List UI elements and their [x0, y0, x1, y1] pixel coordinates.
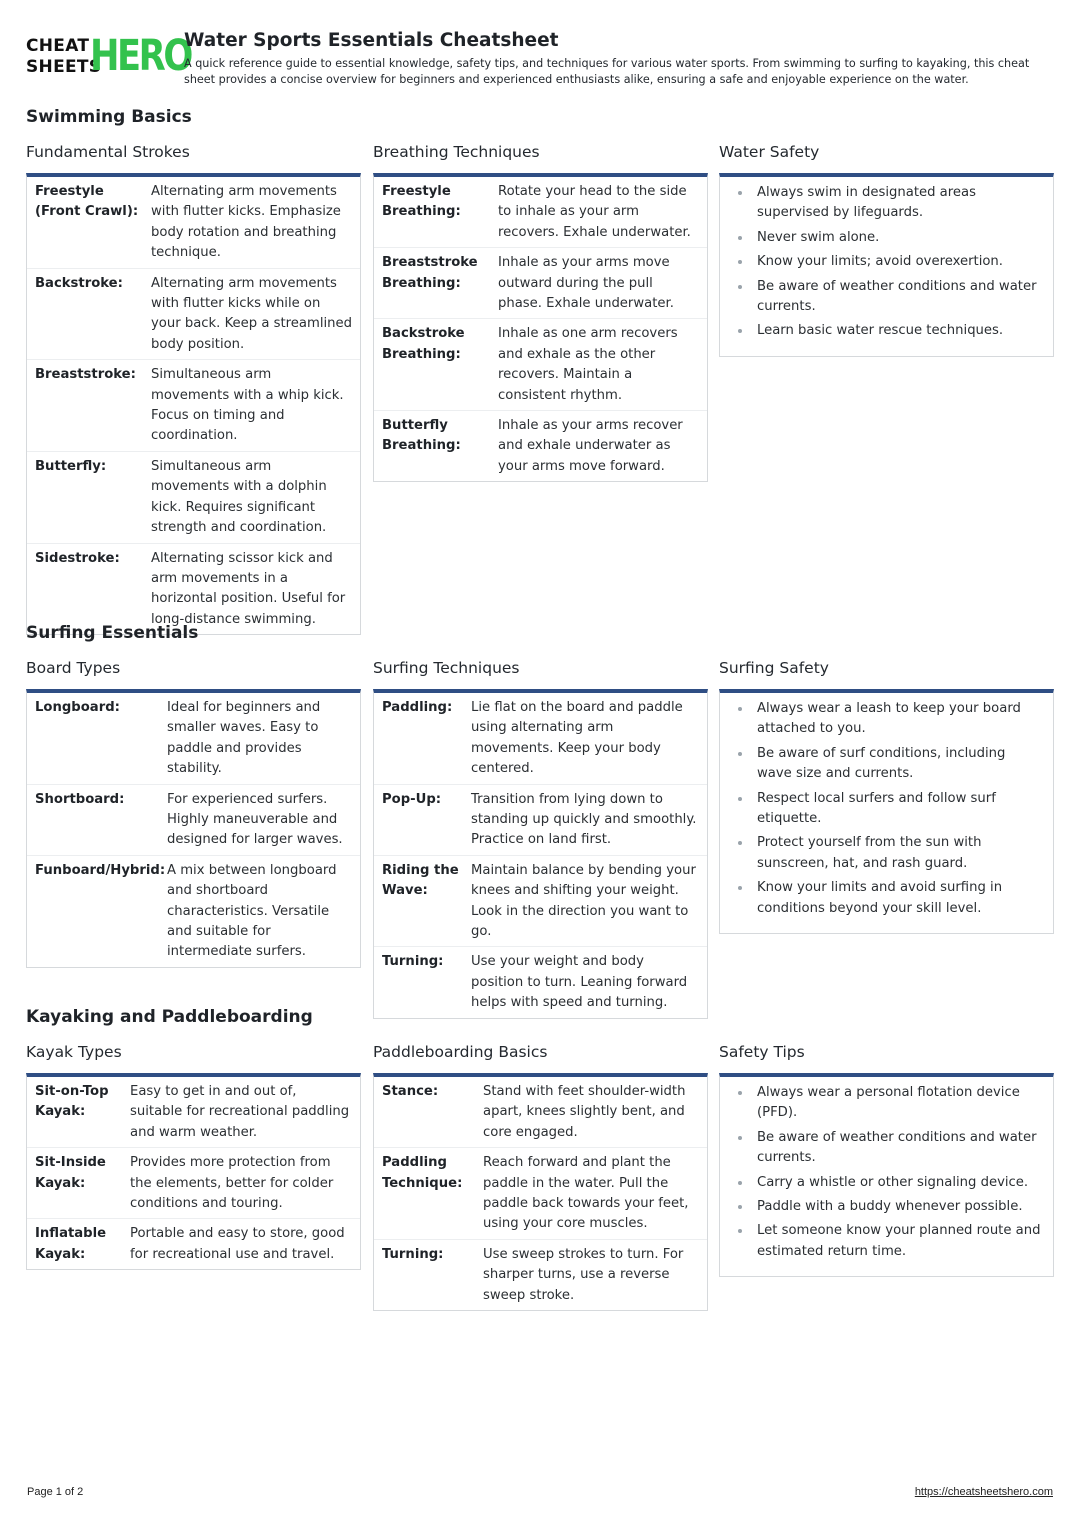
list-card	[719, 689, 1054, 934]
row-value: Rotate your head to the side to inhale as your arm recovers. Exhale underwater.	[498, 184, 691, 240]
row-key: Breaststroke:	[35, 367, 136, 383]
column-surfing-safety	[719, 657, 1054, 934]
list-item: Know your limits; avoid overexertion.	[730, 252, 1043, 272]
table-row	[374, 248, 707, 319]
row-key: Freestyle (Front Crawl):	[35, 184, 139, 220]
logo-sheets-text: SHEETS	[26, 57, 102, 77]
footer-link[interactable]: https://cheatsheetshero.com	[914, 1486, 1053, 1498]
column-title: Kayak Types	[26, 1043, 122, 1061]
title-block	[184, 30, 1054, 88]
row-key: Freestyle Breathing:	[382, 184, 461, 220]
row-value: Easy to get in and out of, suitable for recreational paddling and warm weather.	[130, 1084, 350, 1140]
row-key: Paddling Technique:	[382, 1155, 463, 1191]
table-row	[374, 693, 707, 785]
table-card	[26, 1073, 361, 1270]
row-value: For experienced surfers. Highly maneuverable and designed for larger waves.	[167, 791, 343, 848]
row-key: Pop-Up:	[382, 791, 442, 807]
column-title: Fundamental Strokes	[26, 143, 190, 161]
row-value: Ideal for beginners and smaller waves. Easy to paddle and provides stability.	[167, 700, 321, 777]
section-title-kayaking: Kayaking and Paddleboarding	[26, 1007, 313, 1027]
row-value: A mix between longboard and shortboard characteristics. Versatile and suitable for intermediate surfers.	[167, 862, 337, 960]
column-title: Board Types	[26, 659, 121, 677]
column-paddleboarding-basics	[373, 1041, 708, 1311]
row-value: Use your weight and body position to turn. Leaning forward helps with speed and turning.	[471, 954, 688, 1011]
bullet-list	[720, 1077, 1053, 1276]
row-key: Butterfly Breathing:	[382, 418, 461, 454]
table-row	[27, 856, 360, 967]
row-key: Backstroke Breathing:	[382, 326, 465, 362]
row-value: Use sweep strokes to turn. For sharper turns, use a reverse sweep stroke.	[483, 1246, 684, 1303]
table-row	[374, 319, 707, 411]
list-item: Respect local surfers and follow surf etiquette.	[730, 789, 1043, 830]
row-value: Maintain balance by bending your knees and shifting your weight. Look in the direction you want to go.	[471, 862, 696, 940]
list-item: Be aware of surf conditions, including wave size and currents.	[730, 744, 1043, 785]
logo-cheat-text: CHEAT	[26, 36, 90, 56]
logo-hero-text: HERO	[90, 31, 191, 81]
column-title: Breathing Techniques	[373, 143, 540, 161]
column-title: Surfing Safety	[719, 659, 829, 677]
row-key: Turning:	[382, 1246, 444, 1262]
table-row	[374, 177, 707, 248]
table-row	[27, 269, 360, 361]
bullet-list	[720, 177, 1053, 356]
column-safety-tips	[719, 1041, 1054, 1277]
column-title: Paddleboarding Basics	[373, 1043, 548, 1061]
column-title: Surfing Techniques	[373, 659, 520, 677]
list-item: Always swim in designated areas supervised by lifeguards.	[730, 183, 1043, 224]
column-kayak-types	[26, 1041, 361, 1270]
list-item: Carry a whistle or other signaling device.	[730, 1173, 1043, 1193]
table-row	[27, 1148, 360, 1219]
header	[26, 30, 1056, 90]
row-value: Simultaneous arm movements with a whip kick. Focus on timing and coordination.	[151, 367, 344, 444]
table-row	[27, 177, 360, 269]
row-key: Paddling:	[382, 700, 453, 715]
row-value: Reach forward and plant the paddle in the water. Pull the paddle back towards your feet, using your core muscles.	[483, 1155, 689, 1232]
list-card	[719, 173, 1054, 357]
row-value: Inhale as your arms move outward during the pull phase. Exhale underwater.	[498, 255, 674, 312]
table-row	[374, 1077, 707, 1148]
list-item: Protect yourself from the sun with sunscreen, hat, and rash guard.	[730, 833, 1043, 874]
list-item: Be aware of weather conditions and water currents.	[730, 1128, 1043, 1169]
table-row	[27, 1077, 360, 1148]
row-key: Backstroke:	[35, 275, 123, 291]
table-row	[27, 452, 360, 544]
section-title-surfing: Surfing Essentials	[26, 623, 199, 643]
table-row	[27, 544, 360, 635]
list-item: Learn basic water rescue techniques.	[730, 321, 1043, 341]
table-row	[374, 785, 707, 856]
column-title: Safety Tips	[719, 1043, 805, 1061]
row-value: Transition from lying down to standing up quickly and smoothly. Practice on land first.	[471, 791, 697, 848]
list-item: Paddle with a buddy whenever possible.	[730, 1197, 1043, 1217]
table-row	[374, 1148, 707, 1240]
row-value: Stand with feet shoulder-width apart, knees slightly bent, and core engaged.	[483, 1084, 686, 1140]
row-value: Inhale as one arm recovers and exhale as the other recovers. Maintain a consistent rhythm.	[498, 326, 678, 403]
row-key: Sidestroke:	[35, 550, 120, 566]
row-key: Inflatable Kayak:	[35, 1226, 107, 1262]
row-value: Simultaneous arm movements with a dolphin kick. Requires significant strength and coordination.	[151, 458, 327, 536]
list-item: Never swim alone.	[730, 228, 1043, 248]
row-key: Butterfly:	[35, 458, 107, 474]
row-value: Inhale as your arms recover and exhale underwater as your arms move forward.	[498, 418, 683, 474]
row-value: Alternating arm movements with flutter kicks. Emphasize body rotation and breathing technique.	[151, 184, 341, 261]
list-item: Let someone know your planned route and estimated return time.	[730, 1221, 1043, 1262]
row-key: Breaststroke Breathing:	[382, 255, 478, 291]
section-title-swimming: Swimming Basics	[26, 107, 192, 127]
list-item: Know your limits and avoid surfing in conditions beyond your skill level.	[730, 878, 1043, 919]
list-item: Always wear a personal flotation device (PFD).	[730, 1083, 1043, 1124]
row-key: Longboard:	[35, 700, 120, 715]
table-card	[26, 689, 361, 968]
table-card	[373, 173, 708, 482]
cheatsheetshero-logo[interactable]	[26, 31, 191, 82]
table-row	[27, 360, 360, 452]
page-title: Water Sports Essentials Cheatsheet	[184, 30, 559, 51]
row-key: Turning:	[382, 954, 444, 970]
row-key: Shortboard:	[35, 791, 125, 807]
row-value: Alternating arm movements with flutter kicks while on your back. Keep a streamlined body position.	[151, 275, 353, 352]
row-value: Portable and easy to store, good for recreational use and travel.	[130, 1226, 345, 1262]
row-key: Sit-Inside Kayak:	[35, 1155, 106, 1191]
row-key: Riding the Wave:	[382, 862, 459, 899]
row-value: Alternating scissor kick and arm movements in a horizontal position. Useful for long-distance swimming.	[151, 550, 346, 627]
table-card	[373, 1073, 708, 1311]
list-card	[719, 1073, 1054, 1277]
column-surfing-techniques	[373, 657, 708, 1019]
column-water-safety	[719, 141, 1054, 357]
table-row	[374, 947, 707, 1017]
page-description: A quick reference guide to essential knowledge, safety tips, and techniques for various water sports. From swimming to surfing to kayaking, this cheat sheet provides a concise overview for beginners and experienced enthusiasts alike, ensuring a safe and enjoyable experience on the water.	[184, 57, 1030, 86]
bullet-list	[720, 693, 1053, 933]
column-board-types	[26, 657, 361, 968]
table-row	[374, 1240, 707, 1310]
row-key: Sit-on-Top Kayak:	[35, 1084, 109, 1120]
table-card	[26, 173, 361, 635]
row-key: Funboard/Hybrid:	[35, 862, 166, 878]
row-key: Stance:	[382, 1084, 439, 1099]
page-number: Page 1 of 2	[27, 1486, 84, 1498]
table-row	[27, 693, 360, 785]
table-row	[27, 1219, 360, 1269]
column-breathing-techniques	[373, 141, 708, 482]
table-card	[373, 689, 708, 1019]
table-row	[374, 411, 707, 481]
table-row	[27, 785, 360, 856]
list-item: Be aware of weather conditions and water currents.	[730, 277, 1043, 318]
row-value: Lie flat on the board and paddle using alternating arm movements. Keep your body centered.	[471, 700, 683, 777]
column-fundamental-strokes	[26, 141, 361, 635]
list-item: Always wear a leash to keep your board attached to you.	[730, 699, 1043, 740]
column-title: Water Safety	[719, 143, 820, 161]
row-value: Provides more protection from the elements, better for colder conditions and touring.	[130, 1155, 334, 1212]
table-row	[374, 856, 707, 948]
